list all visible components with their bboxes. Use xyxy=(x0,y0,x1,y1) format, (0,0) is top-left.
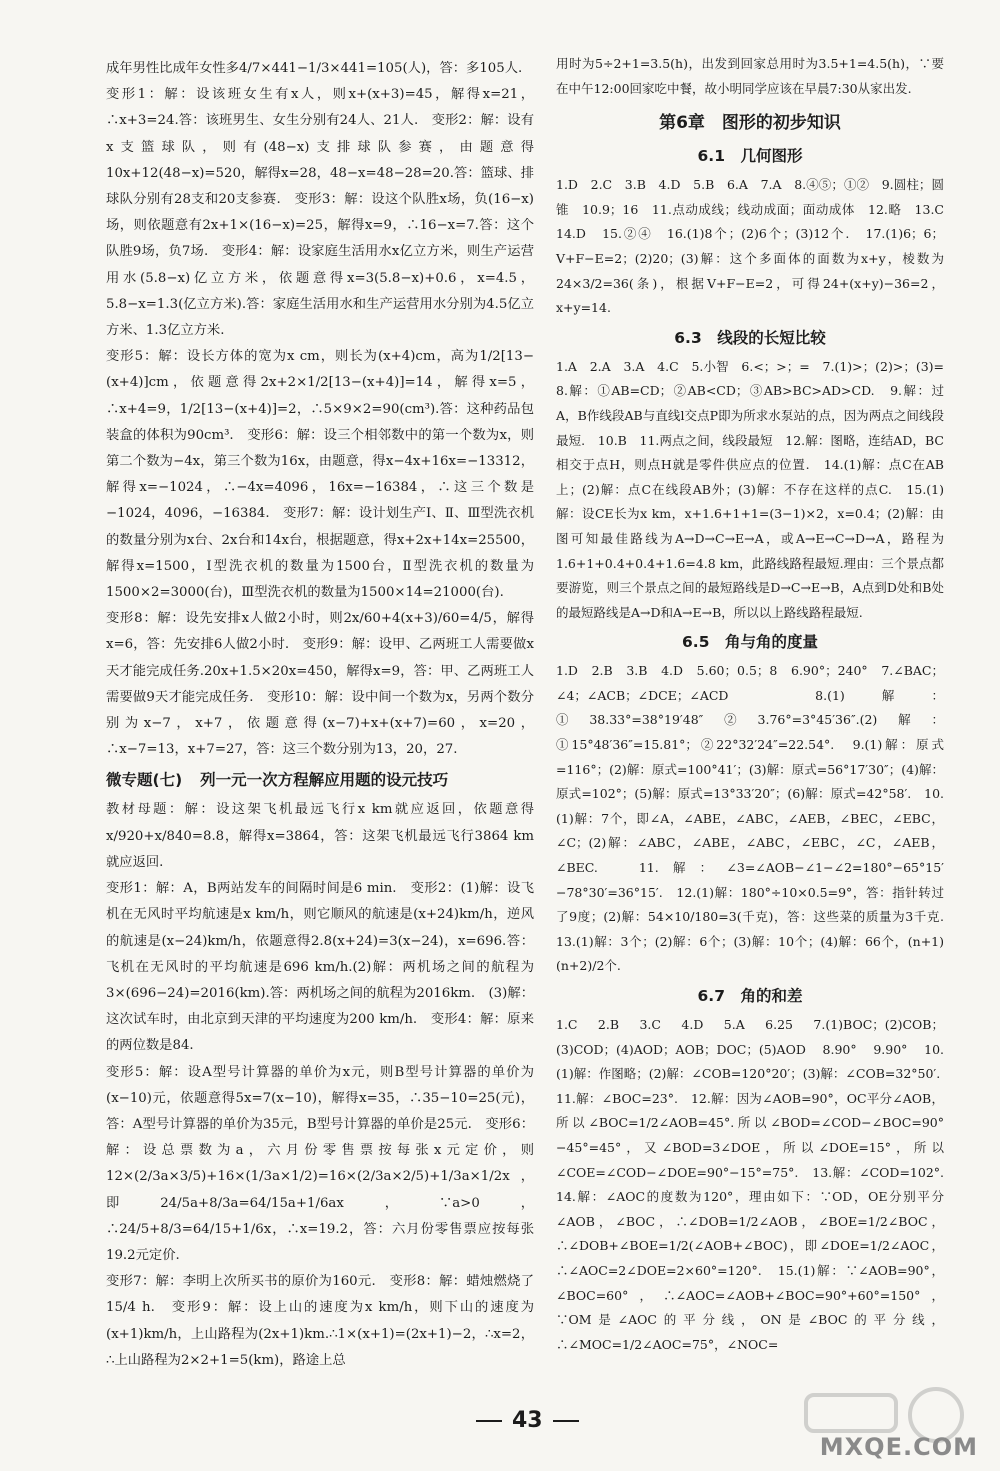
section-6-7-title: 6.7 角的和差 xyxy=(697,987,803,1005)
right-paragraph-3: 1.A 2.A 3.A 4.C 5.小智 6.<；>；= 7.(1)>；(2)>；(3)= 8.解：①AB=CD；②AB<CD；③AB>BC>AD>CD. 9.解：过A，B作线段AB与直线l交点P即为所求水泵站的点，因为两点之间线段最短. 10.B 11.两点之间，线段最短 12.解：图略，连结AD，BC相交于点H，则点H就是零件供应点的位置. 14.(1)解：点C在AB上；(2)解：点C在线段AB外；(3)解：不存在这样的点C. 15.(1)解：设CE长为x km，x+1.6+1+1=(3−1)×2，x=0.4；(2)解：由图可知最佳路线为A→D→C→E→A，或A→E→C→D→A，路程为1.6+1+0.4+0.4+1.6=4.8 km，此路线路程最短.理由：三个景点都要游览，则三个景点之间的最短路线是D→C→E→B，A点到D处和B处的最短路线是A→D和A→E→B，所以以上路线路程最短. xyxy=(556,358,957,620)
right-paragraph-4: 1.D 2.B 3.B 4.D 5.60；0.5；8 6.90°；240° 7.∠BAC；∠4；∠ACB；∠DCE；∠ACD 8.(1)解：①38.33°=38°19′48″②3.76°=3°45′36″.(2)解：①15°48′36″=15.81°；②22°32′24″=22.54°. 9.(1)解：原式=116°；(2)解：原式=100°41′；(3)解：原式=56°17′30″；(4)解：原式=102°；(5)解：原式=13°33′20″；(6)解：原式=42°58′. 10.(1)解：7个，即∠A，∠ABE，∠ABC，∠AEB，∠BEC，∠EBC，∠C；(2)解：∠ABC，∠ABE，∠ABC，∠EBC，∠C，∠AEB，∠BEC. 11.解：∠3=∠AOB−∠1−∠2=180°−65°15′−78°30′=36°15′. 12.(1)解：180°÷10×0.5=9°，答：指针转过了9度；(2)解：54×10/180=3(千克)，答：这些菜的质量为3千克. 13.(1)解：3个；(2)解：6个；(3)解：10个；(4)解：66个，(n+1)(n+2)/2个. xyxy=(556,663,957,974)
topic-number: 微专题(七) xyxy=(106,771,183,790)
left-paragraph-2: 变形1：解：设该班女生有x人，则x+(x+3)=45，解得x=21，∴x+3=24.答：该班男生、女生分别有24人、21人. 变形2：解：设有x支篮球队，则有(48−x)支排球队参赛，由题意得10x+12(48−x)=520，解得x=28，48−x=48−28=20.答：篮球、排球队分别有28支和20支参赛. 变形3：解：设这个队胜x场，负(16−x)场，则依题意有2x+1×(16−x)=25，解得x=9，∴16−x=7.答：这个队胜9场，负7场. 变形4：解：设家庭生活用水x亿立方米，则生产运营用水(5.8−x)亿立方米，依题意得x=3(5.8−x)+0.6，x=4.5，5.8−x=1.3(亿立方米).答：家庭生活用水和生产运营用水分别为4.5亿立方米、1.3亿立方米. xyxy=(106,87,534,339)
topic-heading xyxy=(106,765,534,795)
watermark-text: MXQE.COM xyxy=(819,1433,978,1461)
left-paragraph-3: 变形5：解：设长方体的宽为x cm，则长为(x+4)cm，高为1/2[13−(x+4)]cm，依题意得2x+2×1/2[13−(x+4)]=14，解得x=5，∴x+4=9，1/2[13−(x+4)]=2，∴5×9×2=90(cm³).答：这种药品包装盒的体积为90cm³. 变形6：解：设三个相邻数中的第一个数为x，则第二个数为−4x，第三个数为16x，由题意，得x−4x+16x=−13312，解得x=−1024，∴−4x=4096，16x=−16384，∴这三个数是−1024，4096，−16384. 变形7：解：设计划生产Ⅰ、Ⅱ、Ⅲ型洗衣机的数量分别为x台、2x台和14x台，根据题意，得x+2x+14x=25500，解得x=1500，Ⅰ型洗衣机的数量为1500台，Ⅱ型洗衣机的数量为1500×2=3000(台)，Ⅲ型洗衣机的数量为1500×14=21000(台). xyxy=(106,349,534,601)
section-6-1-title: 6.1 几何图形 xyxy=(697,147,803,166)
left-paragraph-8: 变形7：解：李明上次所买书的原价为160元. 变形8：解：蜡烛燃烧了15/4 h. 变形9：解：设上山的速度为x km/h，则下山的速度为(x+1)km/h，上山路程为(2x+1)km.∴1×(x+1)=(2x+1)−2，∴x=2，∴上山路程为2×2+1=5(km)，路途上总 xyxy=(106,1274,534,1368)
page-number xyxy=(466,1408,589,1433)
topic-name: 列一元一次方程解应用题的设元技巧 xyxy=(200,771,449,790)
section-6-5-title: 6.5 角与角的度量 xyxy=(682,633,818,652)
section-6-3-title: 6.3 线段的长短比较 xyxy=(674,328,826,347)
right-paragraph-5: 1.C 2.B 3.C 4.D 5.A 6.25 7.(1)BOC；(2)COB；(3)COD；(4)AOD；AOB；DOC；(5)AOD 8.90° 9.90° 10.(1)解：作图略；(2)解：∠COB=120°20′；(3)解：∠COB=32°50′. xyxy=(556,1017,944,1082)
chapter-title: 第6章 图形的初步知识 xyxy=(659,113,841,134)
right-paragraph-2: 1.D 2.C 3.B 4.D 5.B 6.A 7.A 8.④⑤；①② 9.圆柱；圆锥 10.9；16 11.点动成线；线动成面；面动成体 12.略 13.C 14.D 15.②④ 16.(1)8个；(2)6个；(3)12个. 17.(1)6；6；V+F−E=2；(2)20；(3)解：这个多面体的面数为x+y，棱数为24×3/2=36(条)，根据V+F−E=2，可得24+(x+y)−36=2，x+y=14. xyxy=(556,177,957,316)
page-number-dash-right xyxy=(553,1420,579,1422)
left-paragraph-6: 变形1：解：A，B两站发车的间隔时间是6 min. 变形2：(1)解：设飞机在无风时平均航速是x km/h，则它顺风的航速是(x+24)km/h，逆风的航速是(x−24)km/h，依题意得2.8(x+24)=3(x−24)，x=696.答：飞机在无风时的平均航速是696 km/h.(2)解：两机场之间的航程为3×(696−24)=2016(km).答：两机场之间的航程为2016km. (3)解：这次试车时，由北京到天津的平均速度为200 km/h. 变形4：解：原来的两位数是84. xyxy=(106,881,534,1054)
left-paragraph-1: 成年男性比成年女性多4/7×441−1/3×441=105(人)，答：多105人. xyxy=(106,61,523,76)
right-paragraph-1: 用时为5÷2+1=3.5(h)，出发到回家总用时为3.5+1=4.5(h)，∵要在中午12:00回家吃中餐，故小明同学应该在早晨7:30从家出发. xyxy=(556,56,944,96)
left-paragraph-4: 变形8：解：设先安排x人做2小时，则2x/60+4(x+3)/60=4/5，解得x=6，答：先安排6人做2小时. 变形9：解：设甲、乙两班工人需要做x天才能完成任务.20x+1.5×20x=450，解得x=9，答：甲、乙两班工人需要做9天才能完成任务. 变形10：解：设中间一个数为x，另两个数分别为x−7，x+7，依题意得(x−7)+x+(x+7)=60，x=20，∴x−7=13，x+7=27，答：这三个数分别为13，20，27. xyxy=(106,611,534,758)
left-column xyxy=(106,56,534,1374)
page-number-dash-left xyxy=(476,1420,502,1422)
right-paragraph-6: 11.解：∠BOC=23°. 12.解：因为∠AOB=90°，OC平分∠AOB，所以∠BOC=1/2∠AOB=45°.所以∠BOD=∠COD−∠BOC=90°−45°=45°，又∠BOD=3∠DOE，所以∠DOE=15°，所以∠COE=∠COD−∠DOE=90°−15°=75°. 13.解：∠COD=102°. 14.解：∠AOC的度数为120°，理由如下：∵OD，OE分别平分∠AOB，∠BOC，∴∠DOB=1/2∠AOB，∠BOE=1/2∠BOC，∴∠DOB+∠BOE=1/2(∠AOB+∠BOC)，即∠DOE=1/2∠AOC，∴∠AOC=2∠DOE=2×60°=120°. 15.(1)解：∵∠AOB=90°，∠BOC=60°，∴∠AOC=∠AOB+∠BOC=90°+60°=150°，∵OM是∠AOC的平分线，ON是∠BOC的平分线，∴∠MOC=1/2∠AOC=75°，∠NOC= xyxy=(556,1090,957,1352)
page-number-text: 43 xyxy=(512,1408,543,1433)
right-column xyxy=(556,52,957,1357)
left-paragraph-7: 变形5：解：设A型号计算器的单价为x元，则B型号计算器的单价为(x−10)元，依题意得5x=7(x−10)，解得x=35，∴35−10=25(元)，答：A型号计算器的单价为35元，B型号计算器的单价是25元. 变形6：解：设总票数为a，六月份零售票按每张x元定价，则12×(2/3a×3/5)+16×(1/3a×1/2)=16×(2/3a×2/5)+1/3a×1/2x，即24/5a+8/3a=64/15a+1/6ax，∵a>0，∴24/5+8/3=64/15+1/6x，∴x=19.2，答：六月份零售票应按每张19.2元定价. xyxy=(106,1064,534,1263)
left-paragraph-5: 教材母题：解：设这架飞机最远飞行x km就应返回，依题意得x/920+x/840=8.8，解得x=3864，答：这架飞机最远飞行3864 km就应返回. xyxy=(106,802,534,870)
